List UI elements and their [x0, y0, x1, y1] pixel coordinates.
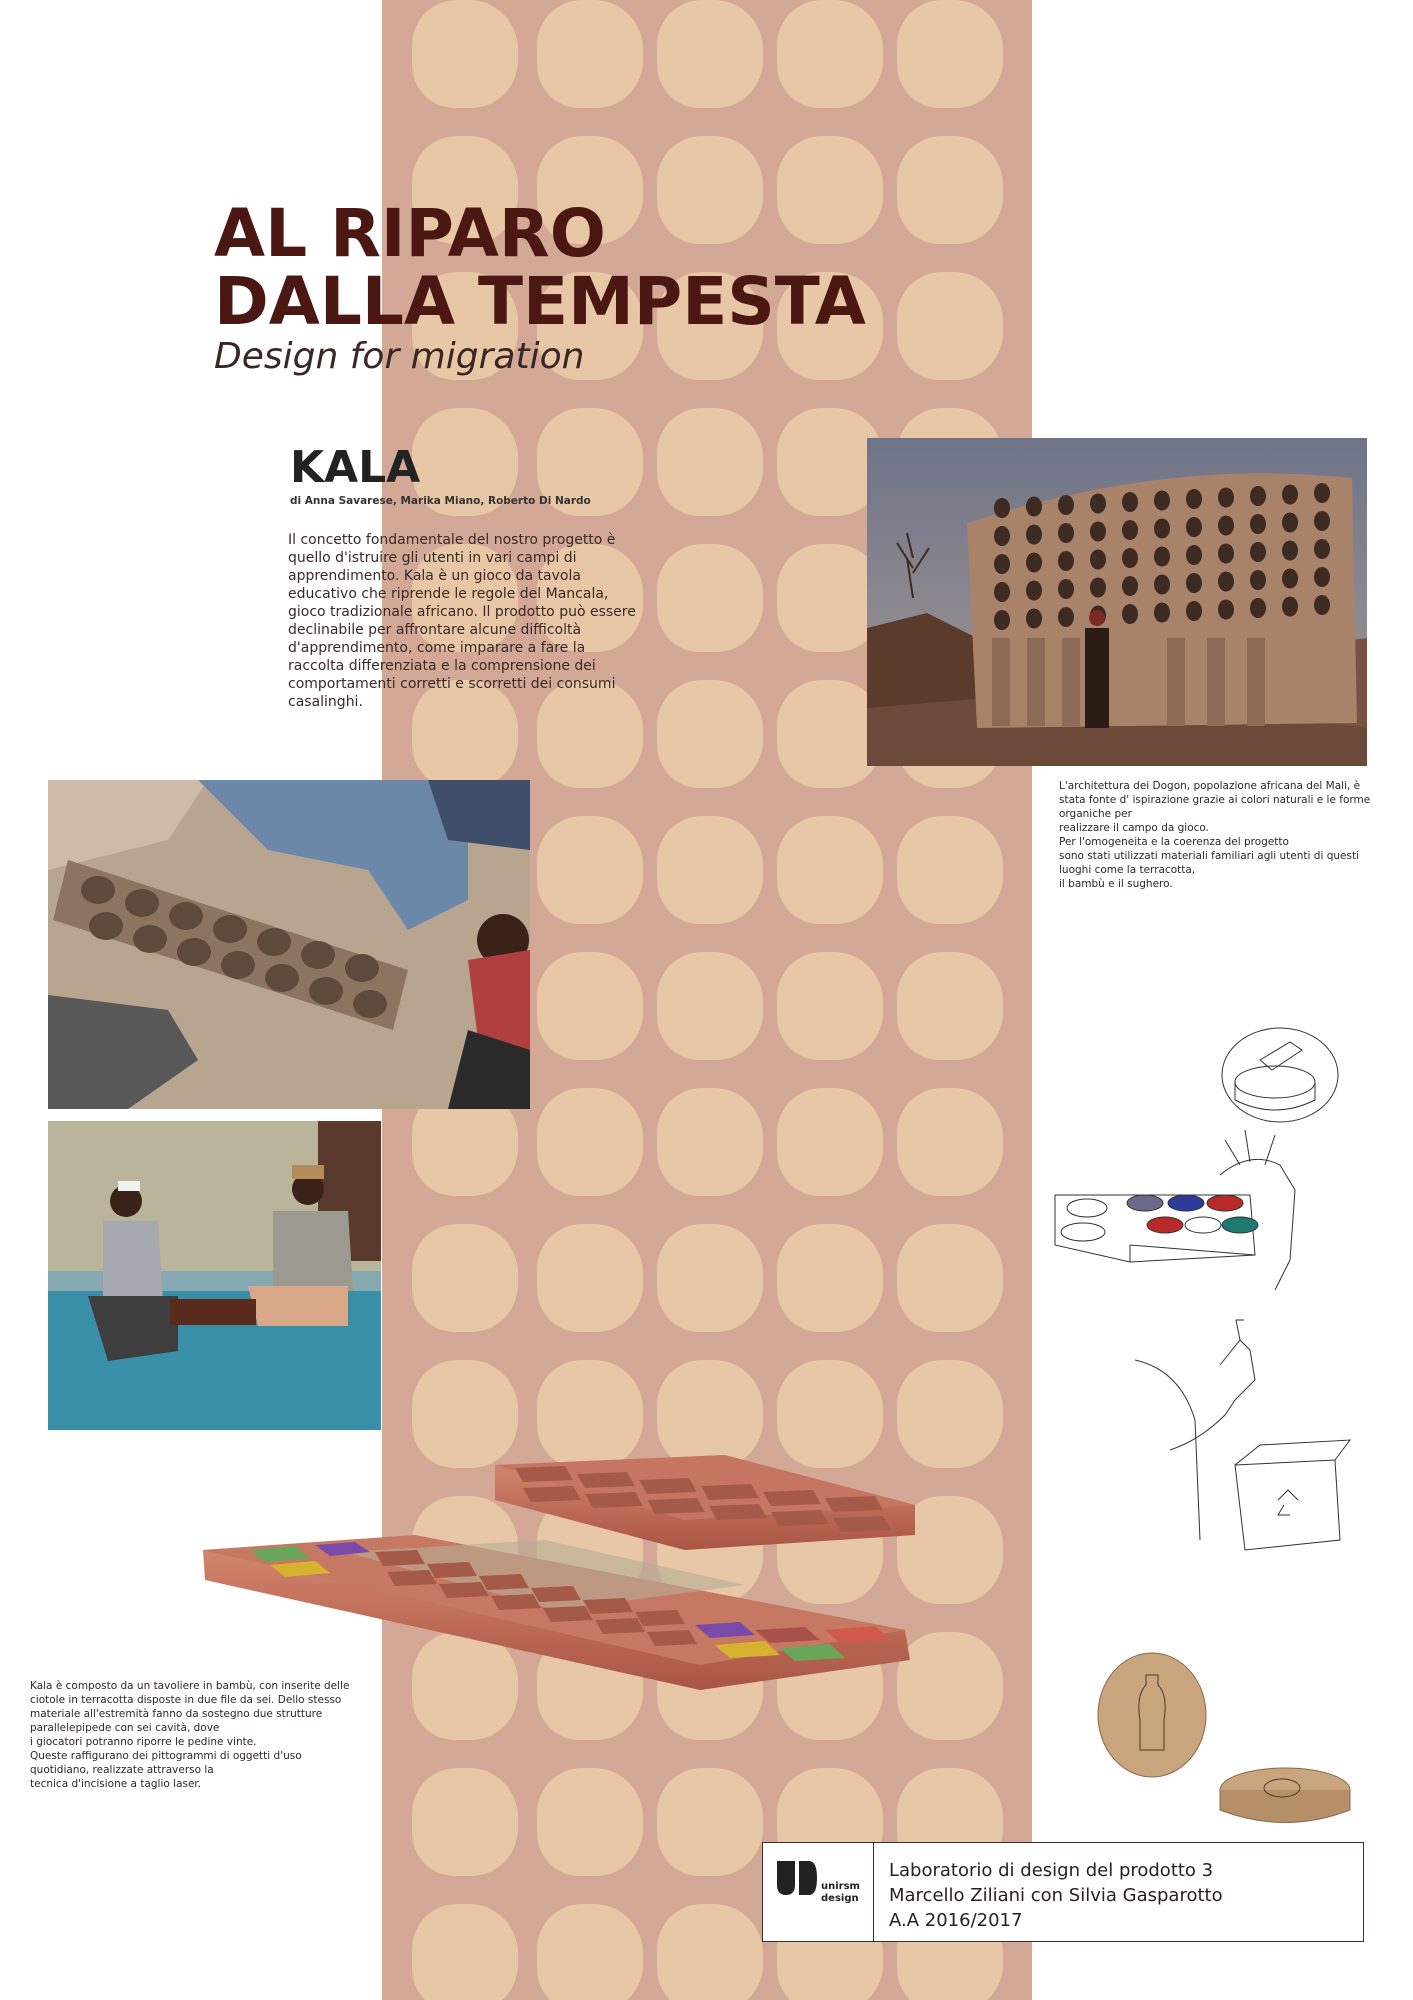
- project-authors: di Anna Savarese, Marika Miano, Roberto Di Nardo: [290, 495, 591, 507]
- mancala-board-photo: [48, 780, 530, 1109]
- product-sketches: [1050, 1020, 1390, 1880]
- wall-hole: [1218, 600, 1234, 620]
- pattern-blob: [777, 952, 883, 1060]
- wall-hole: [1026, 609, 1042, 629]
- pattern-blob: [537, 1088, 643, 1196]
- wall-hole: [1250, 486, 1266, 506]
- wall-hole: [1154, 603, 1170, 623]
- wall-hole: [1058, 607, 1074, 627]
- pattern-blob: [657, 1904, 763, 2000]
- sketch-hand-tray: [1055, 1130, 1295, 1290]
- wall-hole: [1058, 495, 1074, 515]
- title-line-1: AL RIPARO: [214, 195, 606, 272]
- board-pit: [221, 951, 255, 979]
- render-pit: [515, 1466, 573, 1482]
- pattern-blob: [897, 0, 1003, 108]
- wall-hole: [1282, 485, 1298, 505]
- sketch-cork-tokens: [1098, 1653, 1350, 1823]
- logo-text-unirsm: unirsm: [821, 1881, 860, 1892]
- wall-hole: [1250, 570, 1266, 590]
- wall-hole: [1218, 544, 1234, 564]
- pattern-blob: [537, 816, 643, 924]
- board-pit: [265, 964, 299, 992]
- pattern-blob: [897, 816, 1003, 924]
- render-pit: [479, 1574, 529, 1590]
- render-pit: [523, 1486, 581, 1502]
- pattern-blob: [537, 0, 643, 108]
- wall-hole: [1090, 522, 1106, 542]
- render-pit: [577, 1472, 635, 1488]
- render-pit: [647, 1498, 705, 1514]
- product-caption-line: parallelepipede con sei cavità, dove: [30, 1722, 220, 1734]
- wall-hole: [1314, 595, 1330, 615]
- wall-hole: [1314, 539, 1330, 559]
- wall-hole: [1154, 491, 1170, 511]
- pattern-blob: [412, 1768, 518, 1876]
- board-pit: [177, 938, 211, 966]
- product-caption-line: Kala è composto da un tavoliere in bambù, con inserite delle: [30, 1680, 350, 1692]
- wall-hole: [1026, 497, 1042, 517]
- wall-hole: [1122, 520, 1138, 540]
- render-pit: [825, 1496, 883, 1512]
- wall-hole: [1186, 517, 1202, 537]
- board-pit: [345, 954, 379, 982]
- product-caption: [30, 1679, 390, 1791]
- board-pit: [169, 902, 203, 930]
- product-caption-line: ciotole in terracotta disposte in due file da sei. Dello stesso: [30, 1694, 342, 1706]
- product-caption-line: Queste raffigurano dei pittogrammi di oggetti d'uso: [30, 1750, 302, 1762]
- render-pit: [701, 1484, 759, 1500]
- render-pit: [635, 1610, 685, 1626]
- academic-year: A.A 2016/2017: [889, 1910, 1023, 1931]
- render-pit: [771, 1510, 829, 1526]
- dogon-architecture-photo: [867, 438, 1367, 766]
- pattern-blob: [897, 1088, 1003, 1196]
- pattern-blob: [412, 1904, 518, 2000]
- men-playing-mancala-photo: [48, 1121, 381, 1430]
- render-pit: [427, 1562, 477, 1578]
- sketch-stacked-pits: [1222, 1028, 1338, 1122]
- pattern-blob: [412, 1224, 518, 1332]
- wall-hole: [1122, 492, 1138, 512]
- wall-hole: [1282, 597, 1298, 617]
- wall-hole: [1314, 483, 1330, 503]
- pattern-blob: [537, 1768, 643, 1876]
- render-pit: [387, 1570, 437, 1586]
- pattern-blob: [537, 952, 643, 1060]
- unirsm-logo: [763, 1843, 874, 1941]
- wall-hole: [1250, 514, 1266, 534]
- product-caption-line: i giocatori potranno riporre le pedine vinte.: [30, 1736, 257, 1748]
- wall-hole: [1026, 553, 1042, 573]
- product-caption-line: quotidiano, realizzate attraverso la: [30, 1764, 214, 1776]
- kala-board-render: [195, 1440, 915, 1700]
- wall-hole: [1090, 578, 1106, 598]
- board-pit: [309, 977, 343, 1005]
- dogon-caption-line: luoghi come la terracotta,: [1059, 864, 1196, 876]
- wall-hole: [1058, 579, 1074, 599]
- pattern-blob: [657, 680, 763, 788]
- wall-hole: [1154, 519, 1170, 539]
- render-pit: [585, 1492, 643, 1508]
- wall-hole: [1122, 576, 1138, 596]
- render-pit: [763, 1490, 821, 1506]
- pattern-blob: [777, 1224, 883, 1332]
- wall-hole: [1282, 569, 1298, 589]
- sketch-recycling: [1135, 1320, 1350, 1550]
- render-pit: [583, 1598, 633, 1614]
- pattern-blob: [657, 1224, 763, 1332]
- board-pit: [89, 912, 123, 940]
- wall-hole: [1058, 551, 1074, 571]
- board-pit: [353, 990, 387, 1018]
- render-pit: [439, 1582, 489, 1598]
- pattern-blob: [657, 1088, 763, 1196]
- pattern-blob: [897, 272, 1003, 380]
- render-pit: [833, 1516, 891, 1532]
- credits-text: [889, 1858, 1223, 1933]
- render-pit: [375, 1550, 425, 1566]
- board-pit: [133, 925, 167, 953]
- dogon-caption-line: il bambù e il sughero.: [1059, 878, 1173, 890]
- wall-hole: [1186, 601, 1202, 621]
- teachers: Marcello Ziliani con Silvia Gasparotto: [889, 1885, 1223, 1906]
- wall-hole: [1314, 567, 1330, 587]
- render-pit: [709, 1504, 767, 1520]
- pattern-blob: [897, 136, 1003, 244]
- board-pit: [301, 941, 335, 969]
- wall-hole: [1218, 488, 1234, 508]
- pattern-blob: [657, 0, 763, 108]
- pattern-blob: [537, 1224, 643, 1332]
- poster-subtitle: Design for migration: [214, 336, 585, 377]
- dogon-caption-line: organiche per: [1059, 808, 1132, 820]
- render-pit: [531, 1586, 581, 1602]
- pattern-blob: [657, 544, 763, 652]
- wall-hole: [1282, 513, 1298, 533]
- wall-hole: [1186, 573, 1202, 593]
- wall-hole: [994, 554, 1010, 574]
- project-intro: Il concetto fondamentale del nostro progetto è quello d'istruire gli utenti in vari campi di apprendimento. Kala è un gioco da tavola educativo che riprende le regole del Mancala, gioco tradizionale africano. Il prodotto può essere declinabile per affrontare alcune difficoltà d'apprendimento, come imparare a fare la raccolta differenziata e la comprensione dei comportamenti corretti e scorretti dei consumi casalinghi.: [288, 532, 636, 710]
- pattern-blob: [777, 816, 883, 924]
- render-pit: [543, 1606, 593, 1622]
- board-pit: [125, 889, 159, 917]
- dogon-caption-line: stata fonte d' ispirazione grazie ai colori naturali e le forme: [1059, 794, 1371, 806]
- wall-hole: [994, 610, 1010, 630]
- wall-hole: [1122, 604, 1138, 624]
- wall-hole: [1090, 494, 1106, 514]
- pattern-blob: [777, 0, 883, 108]
- dogon-caption-line: sono stati utilizzati materiali familiari agli utenti di questi: [1059, 850, 1359, 862]
- credits-box: [762, 1842, 1364, 1942]
- logo-text-design: design: [821, 1893, 859, 1904]
- wall-hole: [1058, 523, 1074, 543]
- wall-hole: [994, 582, 1010, 602]
- wall-hole: [1186, 489, 1202, 509]
- render-pit: [647, 1630, 697, 1646]
- title-line-2: DALLA TEMPESTA: [214, 263, 866, 340]
- pattern-blob: [657, 408, 763, 516]
- wall-hole: [1218, 572, 1234, 592]
- wall-hole: [1250, 598, 1266, 618]
- pattern-blob: [777, 1088, 883, 1196]
- wall-hole: [1026, 581, 1042, 601]
- wall-hole: [1314, 511, 1330, 531]
- dogon-caption-line: Per l'omogeneita e la coerenza del progetto: [1059, 836, 1289, 848]
- poster-title: [214, 195, 866, 340]
- board-pit: [257, 928, 291, 956]
- pattern-blob: [657, 952, 763, 1060]
- pattern-blob: [657, 816, 763, 924]
- pattern-blob: [412, 0, 518, 108]
- wall-hole: [1250, 542, 1266, 562]
- wall-hole: [1122, 548, 1138, 568]
- board-pit: [213, 915, 247, 943]
- pattern-blob: [897, 952, 1003, 1060]
- wall-hole: [1186, 545, 1202, 565]
- wall-hole: [994, 498, 1010, 518]
- wall-hole: [994, 526, 1010, 546]
- project-title: KALA: [290, 442, 421, 493]
- wall-hole: [1218, 516, 1234, 536]
- pattern-blob: [657, 1768, 763, 1876]
- product-caption-line: materiale all'estremità fanno da sostegno due strutture: [30, 1708, 323, 1720]
- dogon-caption-line: L'architettura dei Dogon, popolazione africana del Mali, è: [1059, 780, 1361, 792]
- pattern-blob: [897, 1224, 1003, 1332]
- unirsm-logo-icon: [777, 1861, 817, 1901]
- render-pit: [595, 1618, 645, 1634]
- wall-hole: [1154, 547, 1170, 567]
- pattern-blob: [537, 1904, 643, 2000]
- render-pit: [639, 1478, 697, 1494]
- wall-hole: [1090, 550, 1106, 570]
- wall-hole: [1154, 575, 1170, 595]
- wall-hole: [1026, 525, 1042, 545]
- course-name: Laboratorio di design del prodotto 3: [889, 1860, 1214, 1881]
- dogon-caption: [1059, 779, 1389, 891]
- dogon-caption-line: realizzare il campo da gioco.: [1059, 822, 1209, 834]
- render-pit: [491, 1594, 541, 1610]
- board-pit: [81, 876, 115, 904]
- product-caption-line: tecnica d'incisione a taglio laser.: [30, 1778, 202, 1790]
- wall-hole: [1282, 541, 1298, 561]
